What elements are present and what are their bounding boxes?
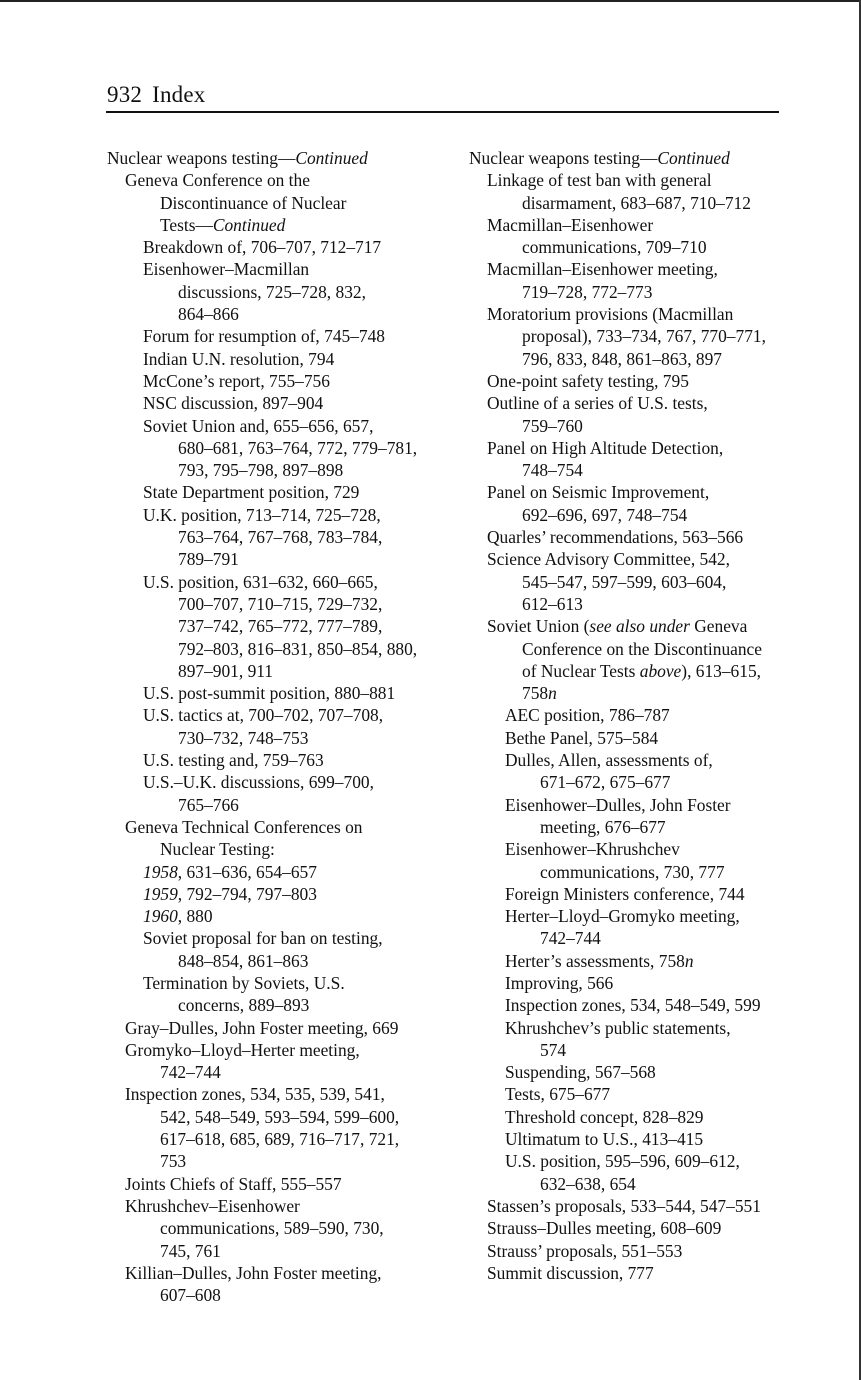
index-line bbox=[107, 682, 437, 704]
index-text: 680–681, 763–764, 772, 779–781, bbox=[178, 437, 418, 458]
index-text: 793, 795–798, 897–898 bbox=[178, 460, 344, 481]
index-text: 632–638, 654 bbox=[540, 1173, 636, 1194]
index-column-right bbox=[469, 147, 799, 1284]
index-text: 1959 bbox=[143, 883, 178, 904]
index-line bbox=[469, 370, 799, 392]
index-text: Tests, 675–677 bbox=[505, 1084, 611, 1105]
index-text: 792–803, 816–831, 850–854, 880, bbox=[178, 638, 418, 659]
index-text: 864–866 bbox=[178, 304, 239, 325]
index-line bbox=[469, 192, 799, 214]
index-line bbox=[107, 861, 437, 883]
index-line bbox=[469, 548, 799, 570]
index-line bbox=[469, 147, 799, 169]
index-text: 763–764, 767–768, 783–784, bbox=[178, 527, 383, 548]
index-line bbox=[107, 638, 437, 660]
index-text: Forum for resumption of, 745–748 bbox=[143, 326, 385, 347]
index-line bbox=[469, 1061, 799, 1083]
index-column-left bbox=[107, 147, 437, 1306]
index-line bbox=[469, 660, 799, 682]
index-text: Gromyko–Lloyd–Herter meeting, bbox=[125, 1039, 360, 1060]
index-text: Continued bbox=[212, 214, 286, 235]
index-line bbox=[107, 1173, 437, 1195]
index-line bbox=[107, 927, 437, 949]
index-text: Science Advisory Committee, 542, bbox=[487, 549, 730, 570]
index-text: discussions, 725–728, 832, bbox=[178, 281, 366, 302]
index-text: 848–854, 861–863 bbox=[178, 950, 309, 971]
index-text: Joints Chiefs of Staff, 555–557 bbox=[125, 1173, 342, 1194]
index-line bbox=[107, 236, 437, 258]
index-line bbox=[469, 861, 799, 883]
index-line bbox=[107, 727, 437, 749]
index-text: 542, 548–549, 593–594, 599–600, bbox=[160, 1106, 400, 1127]
index-text: Summit discussion, 777 bbox=[487, 1262, 654, 1283]
index-text: Gray–Dulles, John Foster meeting, 669 bbox=[125, 1017, 399, 1038]
index-text: Linkage of test ban with general bbox=[487, 170, 712, 191]
index-line bbox=[107, 548, 437, 570]
index-line bbox=[107, 883, 437, 905]
index-line bbox=[107, 1106, 437, 1128]
index-text: proposal), 733–734, 767, 770–771, bbox=[522, 326, 766, 347]
index-text: 758 bbox=[522, 683, 549, 704]
index-text: 796, 833, 848, 861–863, 897 bbox=[522, 348, 722, 369]
index-line bbox=[469, 1217, 799, 1239]
index-text: Outline of a series of U.S. tests, bbox=[487, 393, 708, 414]
index-line bbox=[469, 704, 799, 726]
index-text: Quarles’ recommendations, 563–566 bbox=[487, 527, 744, 548]
index-text: Panel on High Altitude Detection, bbox=[487, 437, 724, 458]
index-line bbox=[469, 1195, 799, 1217]
index-text: Discontinuance of Nuclear bbox=[160, 192, 347, 213]
index-text: communications, 730, 777 bbox=[540, 861, 725, 882]
index-text: U.S. testing and, 759–763 bbox=[143, 750, 324, 771]
index-line bbox=[107, 192, 437, 214]
index-line bbox=[107, 415, 437, 437]
index-line bbox=[107, 660, 437, 682]
index-line bbox=[469, 1128, 799, 1150]
page-number: 932 bbox=[107, 82, 143, 107]
index-line bbox=[107, 816, 437, 838]
index-line bbox=[107, 1195, 437, 1217]
index-text: 897–901, 911 bbox=[178, 660, 274, 681]
index-text: Strauss’ proposals, 551–553 bbox=[487, 1240, 683, 1261]
index-text: communications, 589–590, 730, bbox=[160, 1218, 384, 1239]
index-text: U.S. tactics at, 700–702, 707–708, bbox=[143, 705, 384, 726]
index-line bbox=[469, 927, 799, 949]
index-text: U.S. post-summit position, 880–881 bbox=[143, 683, 396, 704]
index-text: see also under bbox=[589, 616, 690, 637]
index-line bbox=[107, 214, 437, 236]
index-line bbox=[107, 1150, 437, 1172]
index-line bbox=[469, 615, 799, 637]
index-line bbox=[107, 303, 437, 325]
index-text: 753 bbox=[160, 1151, 187, 1172]
index-line bbox=[469, 638, 799, 660]
index-text: Eisenhower–Dulles, John Foster bbox=[505, 794, 731, 815]
index-line bbox=[469, 994, 799, 1016]
index-line bbox=[107, 615, 437, 637]
index-line bbox=[469, 883, 799, 905]
index-line bbox=[469, 303, 799, 325]
index-line bbox=[107, 1083, 437, 1105]
index-text: Threshold concept, 828–829 bbox=[505, 1106, 704, 1127]
index-line bbox=[107, 749, 437, 771]
index-text: 671–672, 675–677 bbox=[540, 772, 671, 793]
index-text: Soviet Union and, 655–656, 657, bbox=[143, 415, 374, 436]
index-text: Inspection zones, 534, 535, 539, 541, bbox=[125, 1084, 385, 1105]
index-line bbox=[469, 526, 799, 548]
index-line bbox=[469, 727, 799, 749]
index-text: n bbox=[548, 683, 557, 704]
index-text: Khrushchev’s public statements, bbox=[505, 1017, 731, 1038]
index-line bbox=[469, 1039, 799, 1061]
index-text: , 880 bbox=[177, 906, 213, 927]
index-text: 789–791 bbox=[178, 549, 239, 570]
index-line bbox=[469, 1150, 799, 1172]
index-line bbox=[469, 1106, 799, 1128]
index-text: 1960 bbox=[143, 906, 178, 927]
index-text: Herter’s assessments, 758 bbox=[505, 950, 685, 971]
index-text: 607–608 bbox=[160, 1285, 221, 1306]
index-line bbox=[469, 1083, 799, 1105]
index-line bbox=[469, 481, 799, 503]
index-text: 730–732, 748–753 bbox=[178, 727, 309, 748]
index-text: Macmillan–Eisenhower meeting, bbox=[487, 259, 718, 280]
index-text: Nuclear Testing: bbox=[160, 839, 275, 860]
index-text: 745, 761 bbox=[160, 1240, 221, 1261]
index-line bbox=[469, 415, 799, 437]
index-text: Stassen’s proposals, 533–544, 547–551 bbox=[487, 1195, 761, 1216]
index-text: Nuclear weapons testing— bbox=[107, 148, 296, 168]
index-line bbox=[107, 370, 437, 392]
index-text: Continued bbox=[657, 148, 730, 168]
index-line bbox=[107, 504, 437, 526]
index-line bbox=[107, 325, 437, 347]
scan-top-border bbox=[0, 0, 861, 2]
index-line bbox=[469, 169, 799, 191]
index-line bbox=[107, 571, 437, 593]
index-text: Eisenhower–Macmillan bbox=[143, 259, 310, 280]
index-line bbox=[469, 437, 799, 459]
index-line bbox=[107, 481, 437, 503]
index-line bbox=[107, 950, 437, 972]
index-text: above bbox=[639, 660, 682, 681]
index-text: Moratorium provisions (Macmillan bbox=[487, 304, 734, 325]
index-text: Herter–Lloyd–Gromyko meeting, bbox=[505, 906, 740, 927]
index-text: Nuclear weapons testing— bbox=[469, 148, 658, 168]
index-line bbox=[107, 258, 437, 280]
index-text: Bethe Panel, 575–584 bbox=[505, 727, 659, 748]
running-head bbox=[107, 82, 205, 108]
index-text: meeting, 676–677 bbox=[540, 816, 666, 837]
index-line bbox=[469, 1173, 799, 1195]
index-text: Eisenhower–Khrushchev bbox=[505, 839, 680, 860]
index-line bbox=[469, 593, 799, 615]
index-line bbox=[107, 794, 437, 816]
index-text: One-point safety testing, 795 bbox=[487, 370, 689, 391]
index-text: Suspending, 567–568 bbox=[505, 1062, 656, 1083]
index-line bbox=[107, 1039, 437, 1061]
index-text: Conference on the Discontinuance bbox=[522, 638, 762, 659]
index-text: NSC discussion, 897–904 bbox=[143, 393, 324, 414]
index-line bbox=[469, 236, 799, 258]
index-text: Foreign Ministers conference, 744 bbox=[505, 883, 745, 904]
index-line bbox=[107, 771, 437, 793]
index-line bbox=[469, 905, 799, 927]
index-line bbox=[107, 593, 437, 615]
index-line bbox=[107, 392, 437, 414]
index-text: Geneva Conference on the bbox=[125, 170, 310, 191]
index-line bbox=[469, 1240, 799, 1262]
index-text: U.S. position, 595–596, 609–612, bbox=[505, 1151, 740, 1172]
index-line bbox=[107, 972, 437, 994]
index-text: 574 bbox=[540, 1039, 567, 1060]
index-line bbox=[107, 1240, 437, 1262]
index-line bbox=[107, 1128, 437, 1150]
index-text: Khrushchev–Eisenhower bbox=[125, 1195, 300, 1216]
index-line bbox=[469, 214, 799, 236]
index-text: 742–744 bbox=[540, 928, 601, 949]
header-rule bbox=[106, 111, 779, 113]
index-text: McCone’s report, 755–756 bbox=[143, 370, 330, 391]
index-line bbox=[107, 526, 437, 548]
index-line bbox=[469, 281, 799, 303]
index-line bbox=[469, 392, 799, 414]
index-text: 748–754 bbox=[522, 460, 583, 481]
index-text: Ultimatum to U.S., 413–415 bbox=[505, 1129, 704, 1150]
index-text: , 631–636, 654–657 bbox=[177, 861, 317, 882]
index-text: U.S.–U.K. discussions, 699–700, bbox=[143, 772, 374, 793]
index-line bbox=[469, 258, 799, 280]
index-text: Geneva bbox=[689, 616, 748, 637]
index-line bbox=[107, 1061, 437, 1083]
index-line bbox=[469, 348, 799, 370]
index-text: concerns, 889–893 bbox=[178, 995, 310, 1016]
index-line bbox=[107, 348, 437, 370]
index-text: Tests— bbox=[160, 214, 213, 235]
index-text: 759–760 bbox=[522, 415, 583, 436]
index-text: , 792–794, 797–803 bbox=[177, 883, 317, 904]
index-line bbox=[469, 794, 799, 816]
index-text: Strauss–Dulles meeting, 608–609 bbox=[487, 1218, 722, 1239]
page-title: Index bbox=[152, 82, 206, 107]
index-text: U.K. position, 713–714, 725–728, bbox=[143, 504, 381, 525]
index-line bbox=[469, 1262, 799, 1284]
index-line bbox=[469, 972, 799, 994]
index-text: Inspection zones, 534, 548–549, 599 bbox=[505, 995, 761, 1016]
index-text: Continued bbox=[295, 148, 368, 168]
index-line bbox=[107, 1262, 437, 1284]
index-text: 692–696, 697, 748–754 bbox=[522, 504, 688, 525]
index-line bbox=[107, 1217, 437, 1239]
index-text: Indian U.N. resolution, 794 bbox=[143, 348, 335, 369]
index-text: Dulles, Allen, assessments of, bbox=[505, 750, 713, 771]
index-text: U.S. position, 631–632, 660–665, bbox=[143, 571, 378, 592]
index-text: disarmament, 683–687, 710–712 bbox=[522, 192, 751, 213]
index-text: Panel on Seismic Improvement, bbox=[487, 482, 710, 503]
index-text: 617–618, 685, 689, 716–717, 721, bbox=[160, 1129, 400, 1150]
index-line bbox=[469, 950, 799, 972]
index-line bbox=[107, 1284, 437, 1306]
index-text: 742–744 bbox=[160, 1062, 221, 1083]
index-line bbox=[469, 749, 799, 771]
index-line bbox=[107, 169, 437, 191]
index-text: communications, 709–710 bbox=[522, 237, 707, 258]
index-text: n bbox=[684, 950, 694, 971]
index-line bbox=[107, 704, 437, 726]
index-line bbox=[107, 437, 437, 459]
index-text: AEC position, 786–787 bbox=[505, 705, 670, 726]
index-line bbox=[469, 504, 799, 526]
index-line bbox=[107, 147, 437, 169]
index-line bbox=[469, 816, 799, 838]
index-text: 545–547, 597–599, 603–604, bbox=[522, 571, 727, 592]
index-line bbox=[469, 682, 799, 704]
index-line bbox=[107, 838, 437, 860]
index-text: Macmillan–Eisenhower bbox=[487, 214, 654, 235]
index-line bbox=[469, 459, 799, 481]
index-text: Improving, 566 bbox=[505, 972, 614, 993]
index-text: of Nuclear Tests bbox=[522, 660, 640, 681]
index-text: 737–742, 765–772, 777–789, bbox=[178, 616, 383, 637]
index-line bbox=[469, 325, 799, 347]
index-line bbox=[107, 281, 437, 303]
index-line bbox=[107, 459, 437, 481]
index-line bbox=[107, 905, 437, 927]
index-text: Killian–Dulles, John Foster meeting, bbox=[125, 1262, 382, 1283]
index-text: 700–707, 710–715, 729–732, bbox=[178, 593, 383, 614]
index-text: 719–728, 772–773 bbox=[522, 281, 653, 302]
index-text: Soviet proposal for ban on testing, bbox=[143, 928, 383, 949]
index-text: 1958 bbox=[143, 861, 178, 882]
index-text: Geneva Technical Conferences on bbox=[125, 816, 363, 837]
index-line bbox=[107, 994, 437, 1016]
index-text: 765–766 bbox=[178, 794, 239, 815]
index-text: 612–613 bbox=[522, 593, 583, 614]
index-line bbox=[469, 1017, 799, 1039]
index-line bbox=[469, 571, 799, 593]
index-text: ), 613–615, bbox=[681, 660, 761, 681]
index-text: Breakdown of, 706–707, 712–717 bbox=[143, 237, 382, 258]
index-text: State Department position, 729 bbox=[143, 482, 360, 503]
index-line bbox=[469, 838, 799, 860]
index-line bbox=[107, 1017, 437, 1039]
index-text: Soviet Union ( bbox=[487, 616, 590, 637]
index-text: Termination by Soviets, U.S. bbox=[143, 972, 345, 993]
index-line bbox=[469, 771, 799, 793]
